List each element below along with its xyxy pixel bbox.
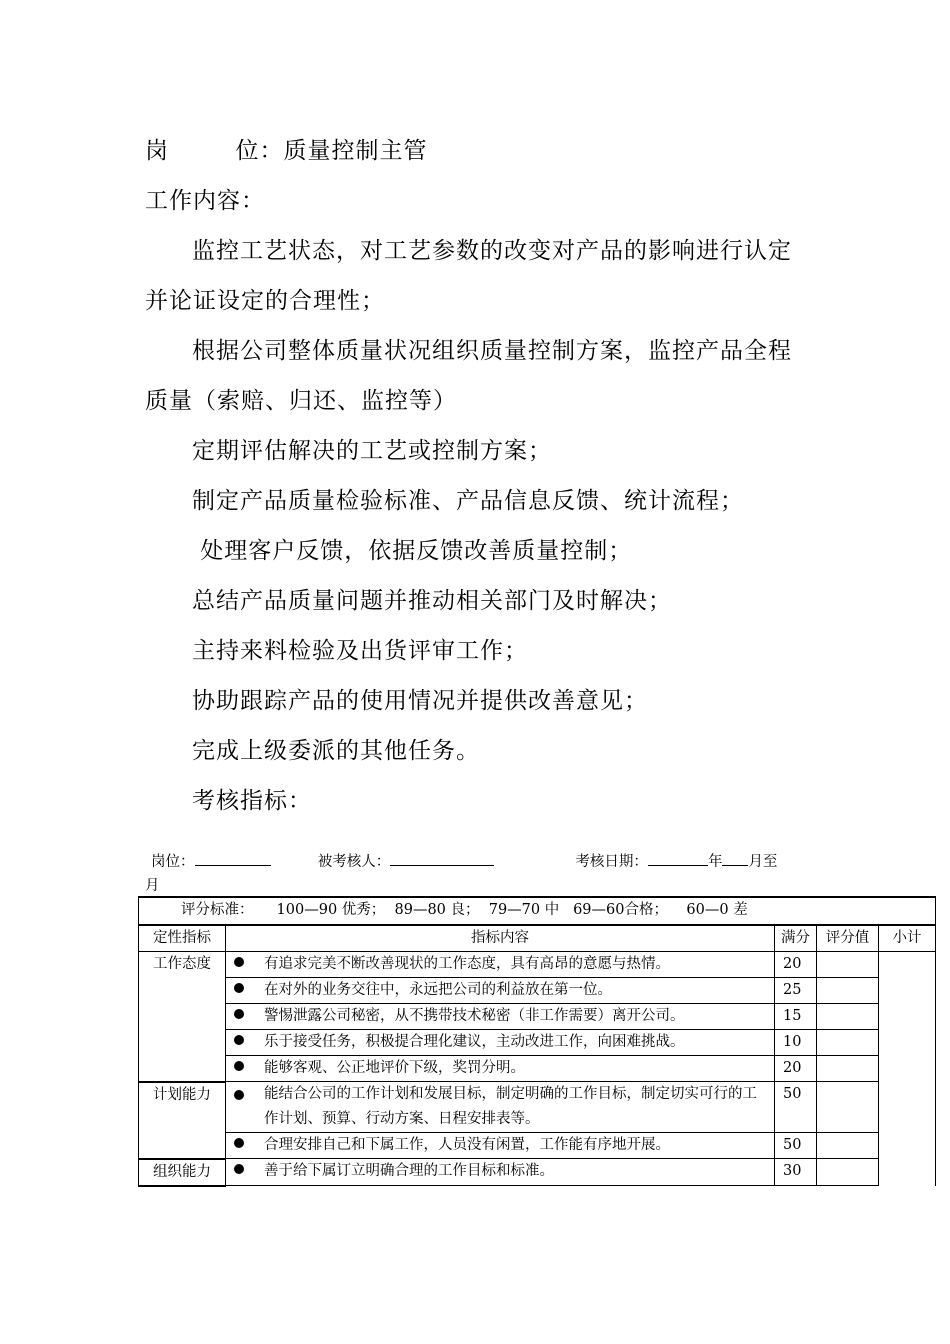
rating-cell[interactable] [817, 1133, 879, 1159]
bullet-icon [234, 1138, 244, 1148]
table-row [139, 1159, 936, 1186]
indicator-cell [226, 978, 775, 1004]
position-value: 质量控制主管 [283, 138, 428, 164]
indicator-cell [226, 1004, 775, 1030]
indicator-cell [226, 1082, 775, 1133]
bullet-icon [234, 1061, 244, 1071]
duty-line: 监控工艺状态，对工艺参数的改变对产品的影响进行认定 [192, 238, 792, 264]
duty-line: 完成上级委派的其他任务。 [192, 738, 480, 764]
table-row [139, 978, 936, 1004]
table-row [139, 1030, 936, 1056]
table-row [139, 1056, 936, 1082]
indicator-cell [226, 1133, 775, 1159]
form-info-line [151, 850, 777, 872]
bullet-icon [234, 1035, 244, 1045]
scoring-standard: 评分标准： 100—90 优秀； 89—80 良； 79—70 中 69—60合格； 60—0 差 [139, 897, 936, 925]
full-score: 10 [775, 1030, 817, 1056]
full-score: 50 [775, 1082, 817, 1133]
indicator-text: 能够客观、公正地评价下级，奖罚分明。 [264, 1060, 525, 1076]
group-label-organizing: 组织能力 [139, 1159, 226, 1186]
form-position-label: 岗位： [151, 854, 195, 870]
bullet-icon [234, 1164, 244, 1174]
rating-cell[interactable] [817, 1056, 879, 1082]
full-score: 20 [775, 1056, 817, 1082]
position-label: 岗 位： [145, 138, 284, 164]
rating-cell[interactable] [817, 1030, 879, 1056]
indicator-cell [226, 1159, 775, 1186]
group-label-planning: 计划能力 [139, 1082, 226, 1159]
indicator-text: 有追求完美不断改善现状的工作态度，具有高昂的意愿与热情。 [264, 956, 670, 972]
bullet-icon [234, 983, 244, 993]
month-blank[interactable] [722, 850, 748, 866]
col-header-qualitative: 定性指标 [139, 925, 226, 952]
duty-line: 制定产品质量检验标准、产品信息反馈、统计流程； [192, 488, 744, 514]
duty-line: 根据公司整体质量状况组织质量控制方案，监控产品全程 [192, 338, 792, 364]
table-row [139, 1133, 936, 1159]
bullet-icon [234, 1090, 244, 1100]
bullet-icon [234, 957, 244, 967]
table-row [139, 1082, 936, 1133]
rating-cell[interactable] [817, 1004, 879, 1030]
indicator-cell [226, 1056, 775, 1082]
indicator-cell [226, 1030, 775, 1056]
year-text: 年 [707, 854, 723, 870]
duty-line: 协助跟踪产品的使用情况并提供改善意见； [192, 688, 648, 714]
indicator-text: 能结合公司的工作计划和发展目标，制定明确的工作目标，制定切实可行的工作计划、预算、行动方案、日程安排表等。 [264, 1086, 757, 1127]
duty-line: 总结产品质量问题并推动相关部门及时解决； [192, 588, 672, 614]
col-header-full-score: 满分 [775, 925, 817, 952]
group-label-attitude: 工作态度 [139, 952, 226, 1082]
standard-row [139, 897, 936, 925]
duty-line: 主持来料检验及出货评审工作； [192, 638, 528, 664]
indicator-text: 在对外的业务交往中，永远把公司的利益放在第一位。 [264, 982, 612, 998]
duty-line: 质量（索赔、归还、监控等） [145, 388, 457, 414]
indicator-text: 乐于接受任务，积极提合理化建议，主动改进工作，向困难挑战。 [264, 1034, 685, 1050]
position-line [145, 136, 428, 166]
header-row [139, 925, 936, 952]
full-score: 30 [775, 1159, 817, 1186]
position-blank[interactable] [195, 850, 271, 866]
year-blank[interactable] [648, 850, 708, 866]
rating-cell[interactable] [817, 1159, 879, 1186]
form-month-text: 月 [145, 878, 160, 894]
full-score: 25 [775, 978, 817, 1004]
duty-line: 处理客户反馈，依据反馈改善质量控制； [192, 538, 633, 564]
rating-cell[interactable] [817, 978, 879, 1004]
work-content-label: 工作内容： [145, 188, 265, 214]
indicator-text: 善于给下属订立明确合理的工作目标和标准。 [264, 1163, 554, 1179]
month-to-text: 月至 [748, 854, 778, 870]
full-score: 50 [775, 1133, 817, 1159]
col-header-subtotal: 小计 [879, 925, 936, 952]
full-score: 20 [775, 952, 817, 978]
date-label: 考核日期： [575, 854, 648, 870]
col-header-content: 指标内容 [226, 925, 775, 952]
col-header-rating: 评分值 [817, 925, 879, 952]
table-row [139, 1004, 936, 1030]
assessee-label: 被考核人： [317, 854, 391, 870]
rating-cell[interactable] [817, 952, 879, 978]
bullet-icon [234, 1009, 244, 1019]
indicator-cell [226, 952, 775, 978]
rating-cell[interactable] [817, 1082, 879, 1133]
assessment-table [138, 896, 936, 1187]
indicator-text: 警惕泄露公司秘密，从不携带技术秘密（非工作需要）离开公司。 [264, 1008, 685, 1024]
full-score: 15 [775, 1004, 817, 1030]
table-row [139, 952, 936, 978]
duty-line: 定期评估解决的工艺或控制方案； [192, 438, 552, 464]
assessment-indicators-heading: 考核指标： [192, 788, 312, 814]
assessee-blank[interactable] [390, 850, 494, 866]
subtotal-cell[interactable] [879, 952, 936, 1186]
indicator-text: 合理安排自己和下属工作，人员没有闲置，工作能有序地开展。 [264, 1137, 670, 1153]
duty-line: 并论证设定的合理性； [145, 288, 385, 314]
